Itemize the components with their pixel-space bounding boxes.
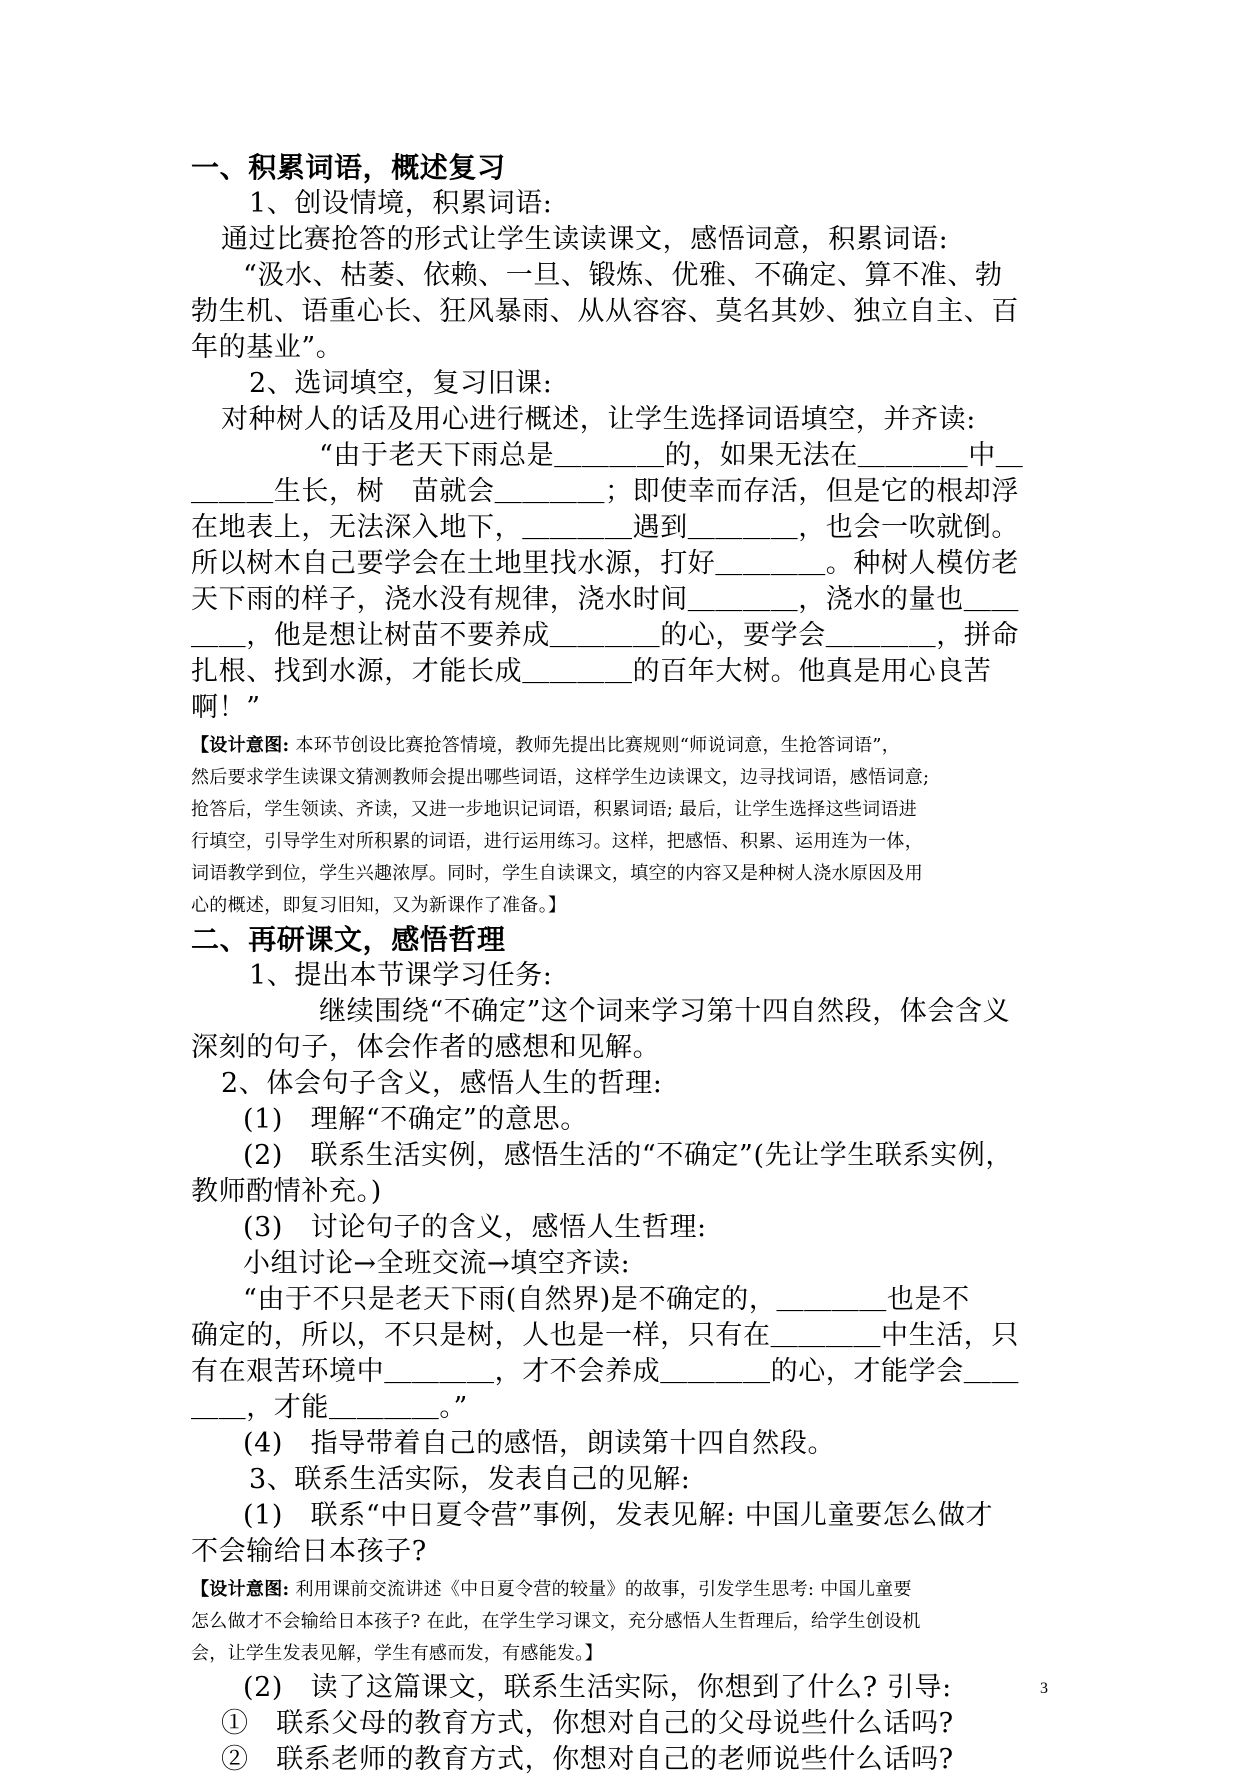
paragraph-line: 对种树人的话及用心进行概述，让学生选择词语填空，并齐读: [221, 404, 976, 435]
section-heading-2: 二、再研课文，感悟哲理 [191, 923, 506, 956]
fill-blank-line: 所以树木自己要学会在土地里找水源，打好＿＿＿＿。种树人模仿老 [191, 548, 1019, 579]
paragraph-line: 深刻的句子，体会作者的感想和见解。 [191, 1032, 661, 1063]
fill-blank-line: ＿＿，他是想让树苗不要养成＿＿＿＿的心，要学会＿＿＿＿，拼命 [191, 620, 1019, 651]
list-item: 教师酌情补充。) [191, 1176, 382, 1207]
design-note-2 [191, 1574, 1053, 1670]
page-body [191, 150, 1053, 1778]
fill-blank-line: “由于老天下雨总是＿＿＿＿的，如果无法在＿＿＿＿中＿ [319, 440, 1024, 471]
design-note-text: 本环节创设比赛抢答情境，教师先提出比赛规则“师说词意，生抢答词语”， [289, 735, 901, 756]
subheading-2-1: 1、提出本节课学习任务: [249, 960, 553, 991]
design-note-text: 会，让学生发表见解，学生有感而发，有感能发。】 [191, 1643, 603, 1664]
word-list-line: 年的基业”。 [191, 332, 344, 363]
fill-blank-line: ＿＿，才能＿＿＿＿。” [191, 1392, 468, 1423]
list-item: (1) 联系“中日夏令营”事例，发表见解: 中国儿童要怎么做才 [243, 1500, 994, 1531]
list-item: (1) 理解“不确定”的意思。 [243, 1104, 588, 1135]
paragraph-line: 小组讨论→全班交流→填空齐读: [243, 1248, 631, 1279]
subheading-1-2: 2、选词填空，复习旧课: [249, 368, 553, 399]
word-list-line: 勃生机、语重心长、狂风暴雨、从从容容、莫名其妙、独立自主、百 [191, 296, 1019, 327]
paragraph-line: 继续围绕“不确定”这个词来学习第十四自然段，体会含义 [319, 996, 1011, 1027]
design-note-text: 行填空，引导学生对所积累的词语，进行运用练习。这样，把感悟、积累、运用连为一体， [191, 831, 923, 852]
paragraph-line: 通过比赛抢答的形式让学生读读课文，感悟词意，积累词语: [221, 224, 949, 255]
word-list-line: “汲水、枯萎、依赖、一旦、锻炼、优雅、不确定、算不准、勃 [243, 260, 1003, 291]
list-item: ② 联系老师的教育方式，你想对自己的老师说些什么话吗? [221, 1744, 954, 1775]
design-note-label: 【设计意图: [191, 735, 290, 756]
list-item: ① 联系父母的教育方式，你想对自己的父母说些什么话吗? [221, 1708, 954, 1739]
subheading-2-2: 2、体会句子含义，感悟人生的哲理: [221, 1068, 663, 1099]
design-note-text: 心的概述，即复习旧知，又为新课作了准备。】 [191, 895, 567, 916]
section-heading-1: 一、积累词语，概述复习 [191, 151, 506, 184]
fill-blank-line: 天下雨的样子，浇水没有规律，浇水时间＿＿＿＿，浇水的量也＿＿ [191, 584, 1019, 615]
list-item: (3) 讨论句子的含义，感悟人生哲理: [243, 1212, 707, 1243]
design-note-text: 抢答后，学生领读、齐读，又进一步地识记词语，积累词语; 最后，让学生选择这些词语进 [191, 799, 918, 820]
list-item: 不会输给日本孩子? [191, 1536, 427, 1567]
list-item: (4) 指导带着自己的感悟，朗读第十四自然段。 [243, 1428, 836, 1459]
page-number: 3 [1040, 1680, 1048, 1697]
design-note-text: 怎么做才不会输给日本孩子? 在此，在学生学习课文，充分感悟人生哲理后，给学生创设机 [191, 1611, 921, 1632]
subheading-2-3: 3、联系生活实际，发表自己的见解: [249, 1464, 691, 1495]
design-note-text: 利用课前交流讲述《中日夏令营的较量》的故事，引发学生思考: 中国儿童要 [289, 1579, 912, 1600]
fill-blank-line: 有在艰苦环境中＿＿＿＿，才不会养成＿＿＿＿的心，才能学会＿＿ [191, 1356, 1019, 1387]
list-item: (2) 联系生活实例，感悟生活的“不确定”(先让学生联系实例， [243, 1140, 1013, 1171]
list-item: (2) 读了这篇课文，联系生活实际，你想到了什么? 引导: [243, 1672, 952, 1703]
fill-blank-line: 扎根、找到水源，才能长成＿＿＿＿的百年大树。他真是用心良苦 [191, 656, 992, 687]
design-note-text: 然后要求学生读课文猜测教师会提出哪些词语，这样学生边读课文，边寻找词语，感悟词意; [191, 767, 930, 788]
fill-blank-line: ＿＿＿生长，树 苗就会＿＿＿＿；即使幸而存活，但是它的根却浮 [191, 476, 1019, 507]
fill-blank-line: “由于不只是老天下雨(自然界)是不确定的，＿＿＿＿也是不 [243, 1284, 970, 1315]
design-note-label: 【设计意图: [191, 1579, 290, 1600]
fill-blank-line: 啊！” [191, 692, 261, 723]
design-note-1 [191, 730, 1053, 922]
fill-blank-line: 在地表上，无法深入地下，＿＿＿＿遇到＿＿＿＿，也会一吹就倒。 [191, 512, 1019, 543]
subheading-1-1: 1、创设情境，积累词语: [249, 188, 553, 219]
design-note-text: 词语教学到位，学生兴趣浓厚。同时，学生自读课文，填空的内容又是种树人浇水原因及用 [191, 863, 923, 884]
fill-blank-line: 确定的，所以，不只是树，人也是一样，只有在＿＿＿＿中生活，只 [191, 1320, 1019, 1351]
